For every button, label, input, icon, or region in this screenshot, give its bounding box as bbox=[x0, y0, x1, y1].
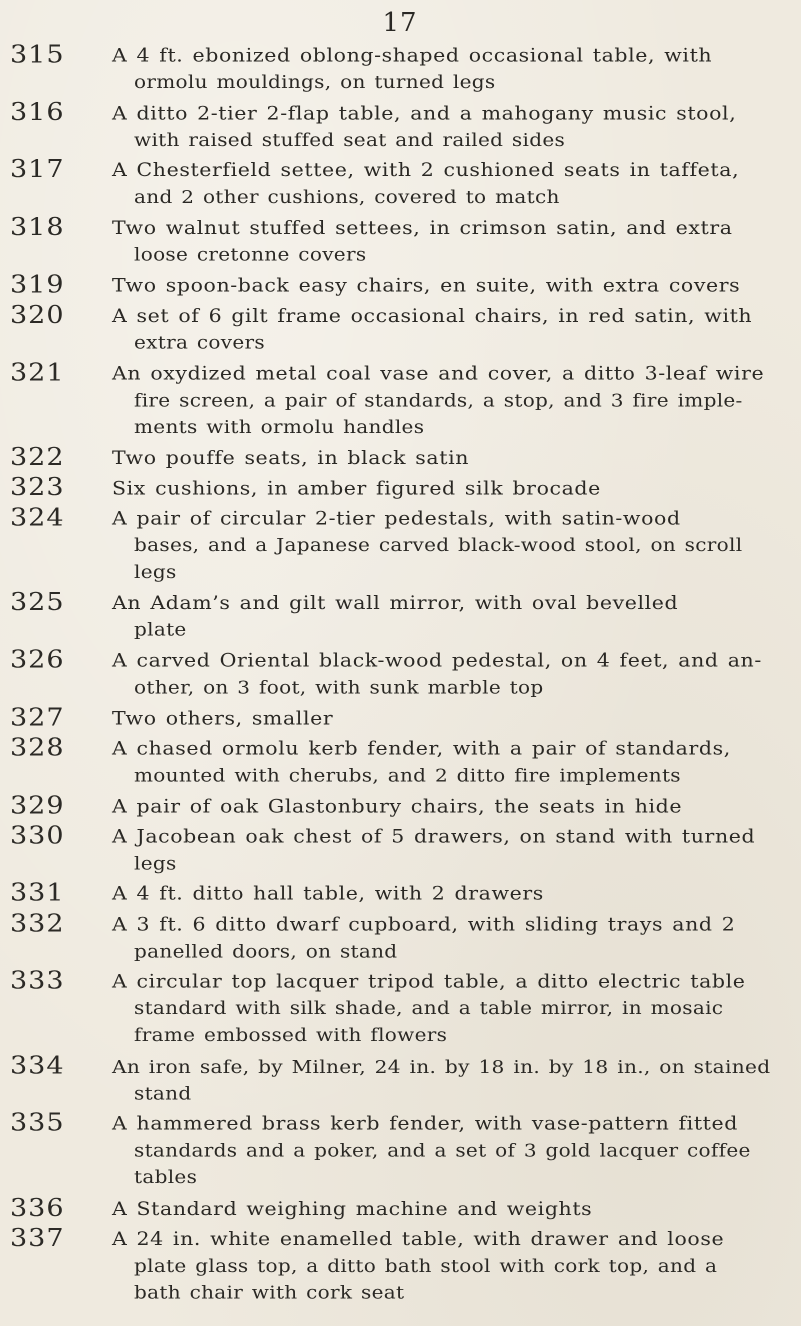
lot-description-line: standards and a poker, and a set of 3 gold lacquer coffee bbox=[134, 1139, 751, 1161]
lot-description-line: legs bbox=[134, 561, 177, 583]
lot-description bbox=[112, 360, 782, 440]
lot-description-line: bath chair with cork seat bbox=[134, 1281, 405, 1303]
lot-description-line: A 24 in. white enamelled table, with drawer and loose bbox=[112, 1227, 725, 1250]
lot-description-line: A pair of circular 2-tier pedestals, with satin-wood bbox=[112, 507, 681, 530]
lot-description-line: with raised stuffed seat and railed sides bbox=[134, 128, 566, 151]
lot-description-line: A Jacobean oak chest of 5 drawers, on stand with turned bbox=[112, 825, 756, 847]
lot-description bbox=[112, 99, 782, 152]
lot-number: 327 bbox=[10, 703, 65, 732]
lot-description bbox=[112, 880, 782, 907]
lot-description-line: A 3 ft. 6 ditto dwarf cupboard, with sliding trays and 2 bbox=[112, 913, 736, 935]
lot-number: 326 bbox=[10, 646, 65, 674]
lot-number: 320 bbox=[10, 301, 65, 329]
lot-number: 325 bbox=[10, 588, 65, 617]
lot-description-line: panelled doors, on stand bbox=[134, 939, 398, 962]
lot-number: 318 bbox=[10, 213, 65, 242]
lot-description bbox=[112, 1225, 782, 1305]
lot-description bbox=[112, 42, 782, 95]
lot-description-line: An oxydized metal coal vase and cover, a ditto 3-leaf wire bbox=[112, 362, 765, 384]
lot-description-line: mounted with cherubs, and 2 ditto fire implements bbox=[134, 764, 681, 786]
lot-description-line: Two walnut stuffed settees, in crimson satin, and extra bbox=[112, 217, 733, 239]
lot-number: 331 bbox=[10, 879, 65, 907]
lot-description-line: A hammered brass kerb fender, with vase-pattern fitted bbox=[112, 1112, 738, 1135]
lot-number: 316 bbox=[10, 98, 65, 127]
lot-number: 321 bbox=[10, 358, 65, 387]
lot-description bbox=[112, 968, 782, 1048]
lot-description-line: A set of 6 gilt frame occasional chairs, in red satin, with bbox=[112, 304, 753, 327]
lot-description-line: fire screen, a pair of standards, a stop, and 3 fire imple- bbox=[134, 389, 743, 411]
lot-description-line: extra covers bbox=[134, 331, 265, 353]
lot-description bbox=[112, 590, 782, 643]
lot-number: 335 bbox=[10, 1109, 65, 1137]
lot-description-line: other, on 3 foot, with sunk marble top bbox=[134, 676, 544, 698]
lot-description-line: plate bbox=[134, 619, 187, 641]
lot-description bbox=[112, 302, 782, 355]
lot-number: 328 bbox=[10, 734, 65, 762]
lot-description-line: A 4 ft. ditto hall table, with 2 drawers bbox=[112, 883, 544, 905]
lot-description-line: A ditto 2-tier 2-flap table, and a mahogany music stool, bbox=[112, 102, 737, 124]
lot-number: 337 bbox=[10, 1224, 65, 1252]
page-number: 17 bbox=[382, 8, 418, 38]
lot-description-line: A Standard weighing machine and weights bbox=[112, 1197, 593, 1220]
lot-description-line: An iron safe, by Milner, 24 in. by 18 in. by 18 in., on stained bbox=[112, 1055, 771, 1077]
lot-description-line: A chased ormolu kerb fender, with a pair of standards, bbox=[112, 737, 731, 760]
lot-description-line: An Adam’s and gilt wall mirror, with oval bevelled bbox=[112, 592, 679, 614]
lot-number: 322 bbox=[10, 443, 65, 472]
lot-description-line: standard with silk shade, and a table mirror, in mosaic bbox=[134, 997, 724, 1019]
lot-description bbox=[112, 214, 782, 267]
lot-description-line: A 4 ft. ebonized oblong-shaped occasional table, with bbox=[112, 44, 713, 66]
lot-number: 329 bbox=[10, 791, 65, 820]
lot-description bbox=[112, 647, 782, 700]
lot-description bbox=[112, 505, 782, 585]
lot-number: 315 bbox=[10, 41, 65, 69]
lot-number: 336 bbox=[10, 1194, 65, 1222]
lot-description-line: bases, and a Japanese carved black-wood stool, on scroll bbox=[134, 534, 743, 556]
lot-description-line: legs bbox=[134, 852, 177, 874]
lot-description-line: ments with ormolu handles bbox=[134, 415, 425, 438]
lot-description bbox=[112, 1053, 782, 1106]
lot-description-line: and 2 other cushions, covered to match bbox=[134, 186, 560, 208]
lot-description bbox=[112, 735, 782, 788]
lot-description-line: tables bbox=[134, 1166, 198, 1188]
lot-description bbox=[112, 823, 782, 876]
lot-description bbox=[112, 1195, 782, 1222]
lot-description-line: Two spoon-back easy chairs, en suite, with extra covers bbox=[112, 274, 741, 296]
lot-number: 319 bbox=[10, 271, 65, 299]
lot-description-line: A circular top lacquer tripod table, a ditto electric table bbox=[112, 970, 746, 993]
lot-description-line: loose cretonne covers bbox=[134, 243, 367, 266]
lot-number: 334 bbox=[10, 1051, 65, 1080]
lot-description-line: A carved Oriental black-wood pedestal, on 4 feet, and an- bbox=[112, 649, 762, 672]
lot-number: 317 bbox=[10, 156, 65, 184]
lot-description bbox=[112, 911, 782, 964]
lot-number: 324 bbox=[10, 504, 65, 532]
lot-number: 333 bbox=[10, 967, 65, 995]
lot-description-line: Six cushions, in amber figured silk brocade bbox=[112, 477, 601, 499]
lot-description-line: frame embossed with flowers bbox=[134, 1024, 448, 1046]
lot-description bbox=[112, 1110, 782, 1190]
lot-number: 323 bbox=[10, 473, 65, 502]
lot-description bbox=[112, 272, 782, 299]
lot-description bbox=[112, 705, 782, 732]
lot-number: 330 bbox=[10, 821, 65, 850]
lot-description-line: stand bbox=[134, 1082, 192, 1104]
lot-description bbox=[112, 475, 782, 502]
lot-description bbox=[112, 793, 782, 820]
lot-description-line: ormolu mouldings, on turned legs bbox=[134, 71, 496, 93]
lot-description bbox=[112, 157, 782, 210]
lot-description-line: A Chesterfield settee, with 2 cushioned seats in taffeta, bbox=[112, 159, 740, 181]
lot-description bbox=[112, 444, 782, 471]
lot-description-line: plate glass top, a ditto bath stool with cork top, and a bbox=[134, 1254, 718, 1276]
lot-description-line: A pair of oak Glastonbury chairs, the seats in hide bbox=[112, 795, 683, 817]
lot-list bbox=[0, 5, 801, 1303]
lot-description-line: Two others, smaller bbox=[112, 707, 334, 729]
lot-description-line: Two pouffe seats, in black satin bbox=[112, 447, 470, 469]
lot-number: 332 bbox=[10, 909, 65, 938]
